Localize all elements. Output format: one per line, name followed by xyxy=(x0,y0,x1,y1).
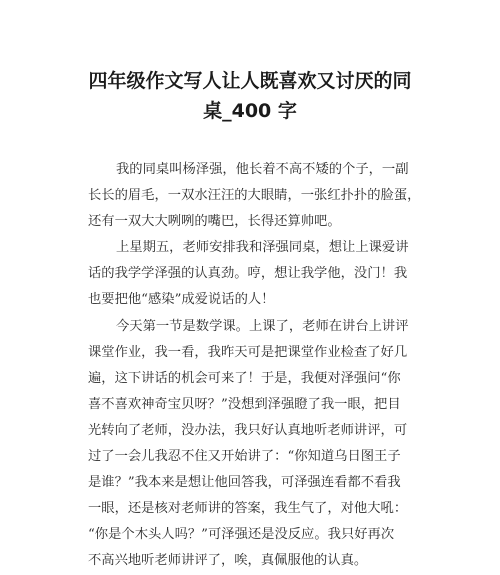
title-line-2: 桌_400 字 xyxy=(203,100,297,122)
paragraph-1-line-3: 还有一双大大咧咧的嘴巴，长得还算帅吧。 xyxy=(88,214,341,230)
article-title xyxy=(60,66,440,126)
paragraph-3-line-6: 过了一会儿我忍不住又开始讲了：“你知道乌日图王子 xyxy=(88,449,401,465)
paragraph-3-line-3: 遍，这下讲话的机会可来了！于是，我便对泽强问“你 xyxy=(88,370,401,386)
paragraph-3-line-5: 光转向了老师，没办法，我只好认真地听老师讲评，可 xyxy=(88,422,408,438)
paragraph-1-line-2: 长长的眉毛，一双水汪汪的大眼睛，一张红扑扑的脸蛋， xyxy=(88,188,421,204)
paragraph-3-line-10: 不高兴地听老师讲评了，唉，真佩服他的认真。 xyxy=(88,553,368,569)
paragraph-3-line-9: “你是个木头人吗？”可泽强还是没反应。我只好再次 xyxy=(88,527,395,543)
paragraph-1-line-1: 我的同桌叫杨泽强，他长着不高不矮的个子，一副 xyxy=(116,162,409,177)
paragraph-3-line-2: 课堂作业，我一看，我昨天可是把课堂作业检查了好几 xyxy=(88,344,408,360)
paragraph-3-line-4: 喜不喜欢神奇宝贝呀？”没想到泽强瞪了我一眼，把目 xyxy=(88,396,401,412)
paragraph-3-line-1: 今天第一节是数学课。上课了，老师在讲台上讲评 xyxy=(116,318,409,334)
article-body xyxy=(88,157,421,575)
paragraph-2-line-3: 也要把他“感染”成爱说话的人！ xyxy=(88,292,275,308)
title-line-1: 四年级作文写人让人既喜欢又讨厌的同 xyxy=(88,70,412,92)
paragraph-3-line-8: 一眼，还是核对老师讲的答案，我生气了，对他大吼： xyxy=(88,501,408,517)
paragraph-2-line-2: 话的我学学泽强的认真劲。哼，想让我学他，没门！我 xyxy=(88,266,408,282)
paragraph-2-line-1: 上星期五，老师安排我和泽强同桌，想让上课爱讲 xyxy=(116,240,409,256)
paragraph-3-line-7: 是谁？”我本来是想让他回答我，可泽强连看都不看我 xyxy=(88,475,401,491)
